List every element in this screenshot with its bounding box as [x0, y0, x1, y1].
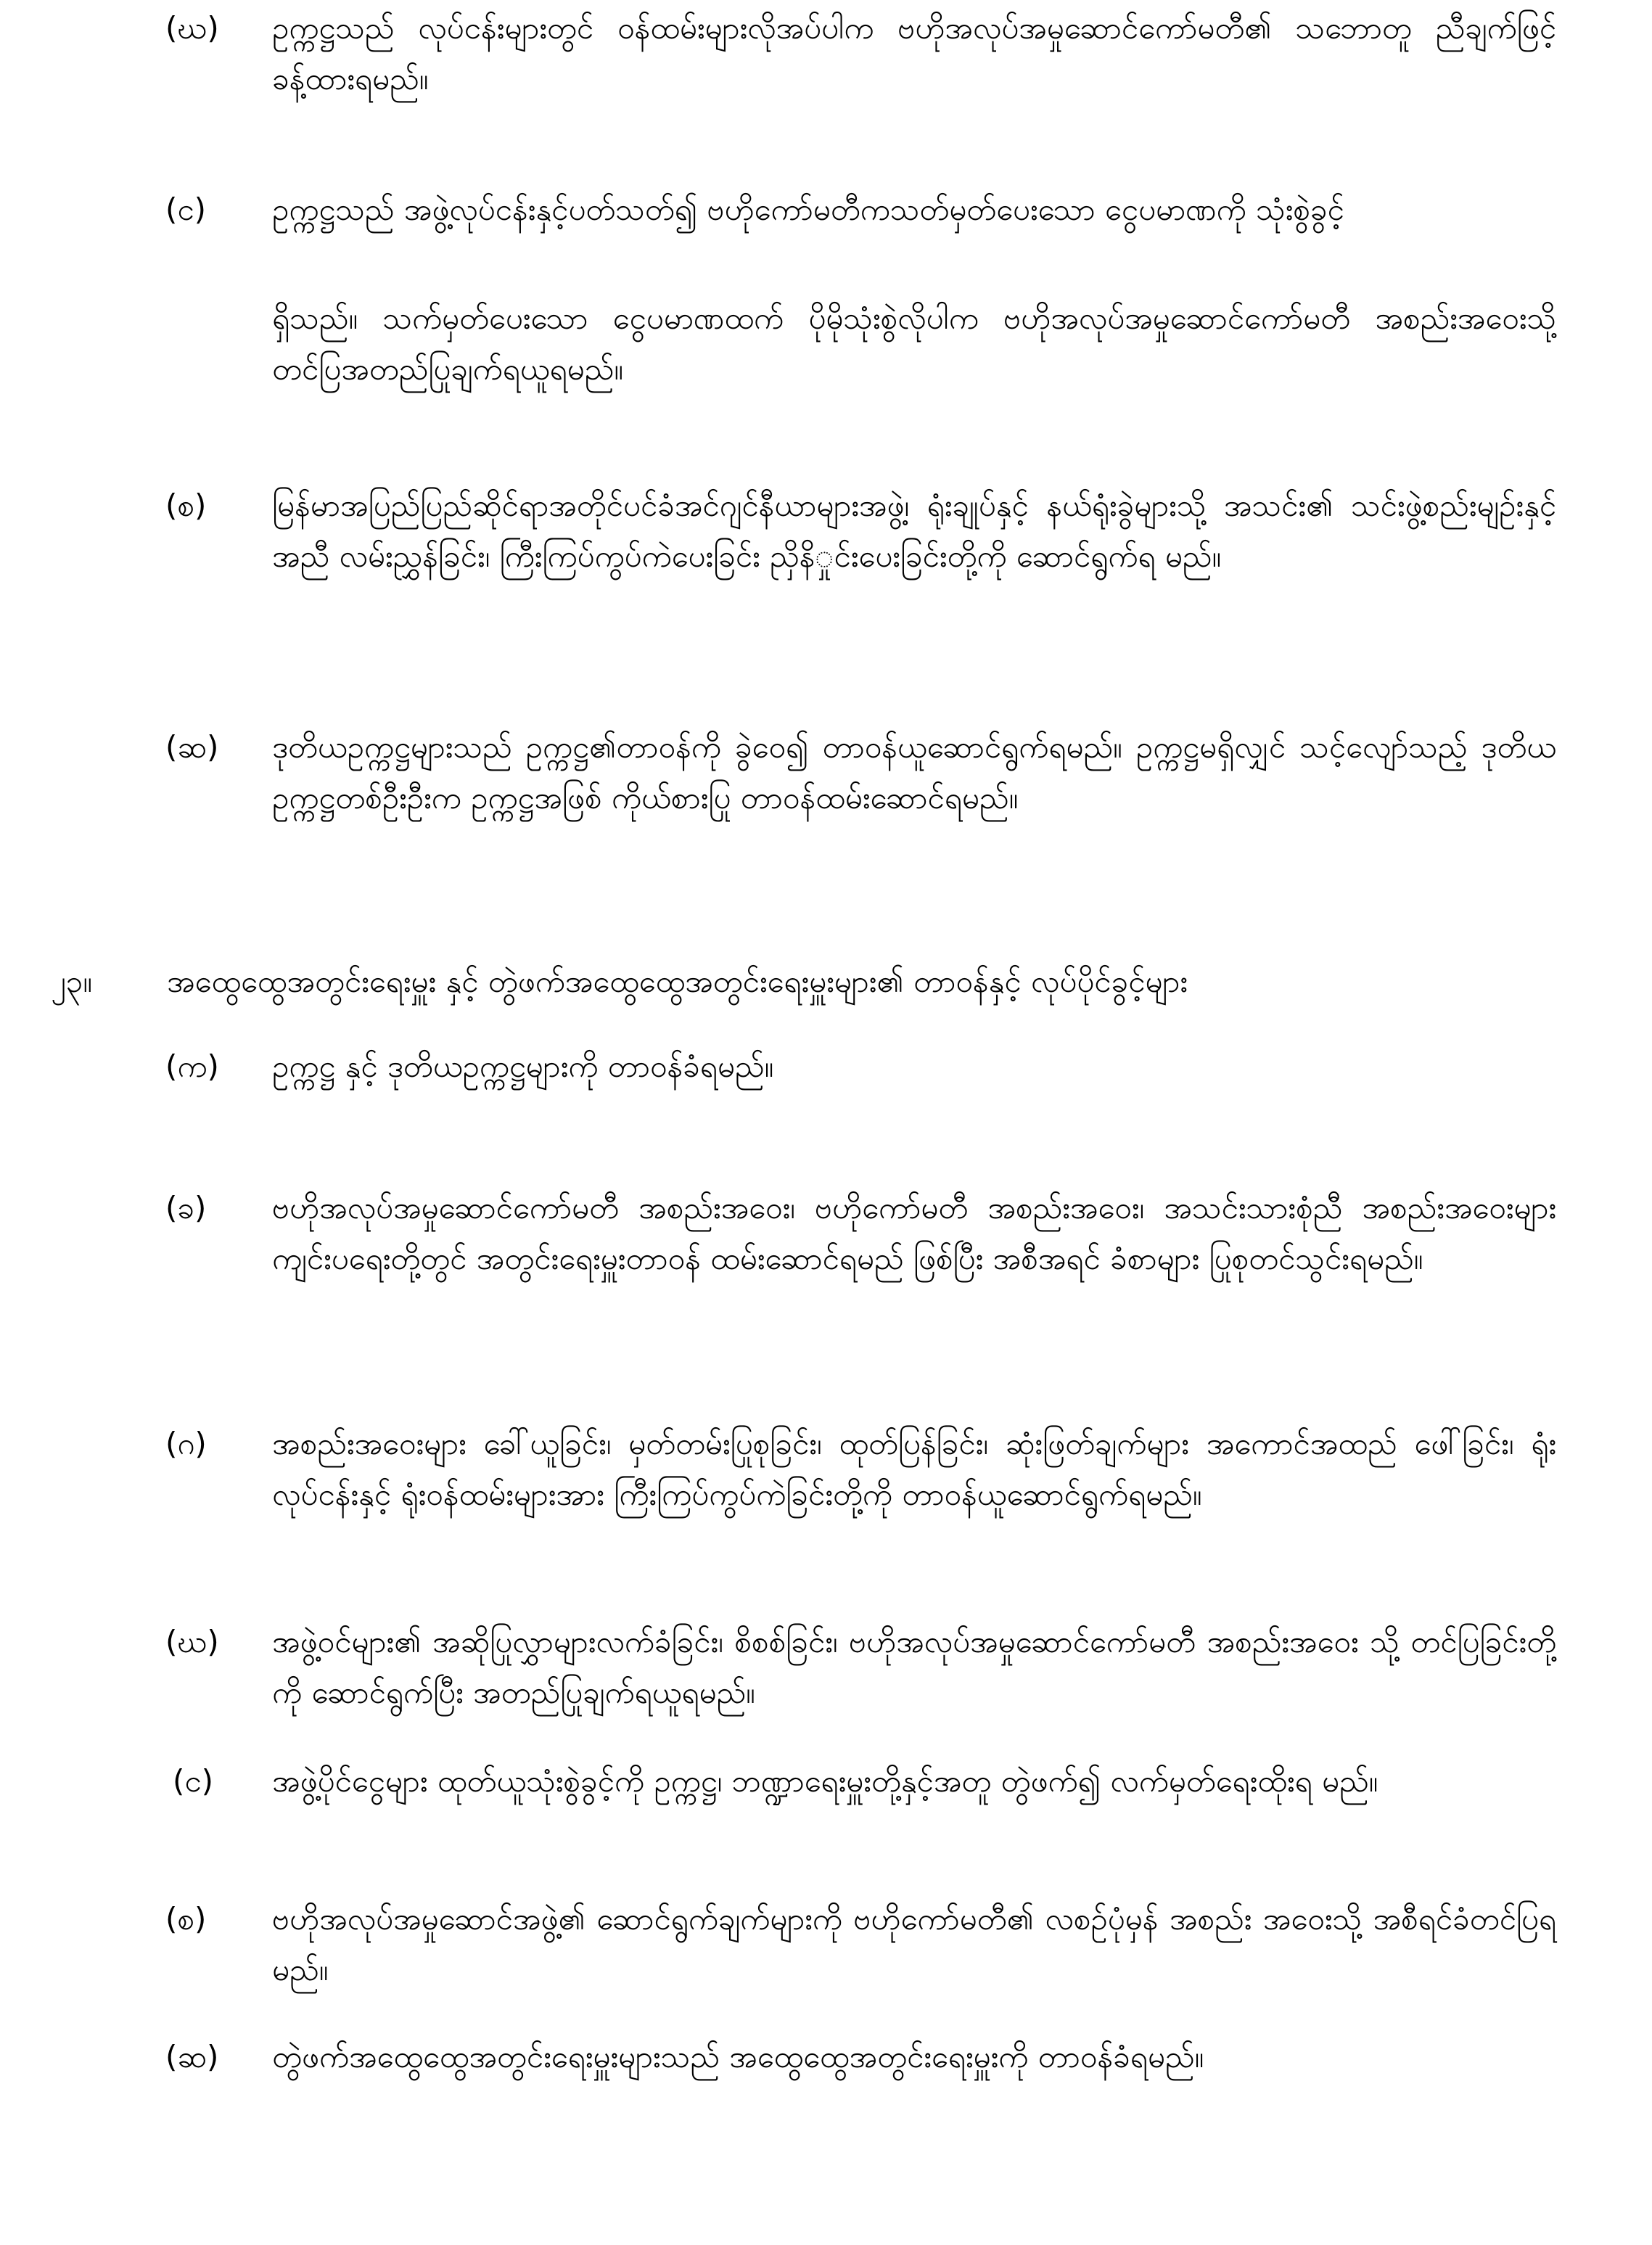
- item-text: ဗဟိုအလုပ်အမှုဆောင်ကော်မတီ အစည်းအဝေး၊ ဗဟိုကော်မတီ အစည်းအဝေး၊ အသင်းသားစုံညီ အစည်းအဝေးများ ကျင်းပရေးတို့တွင် အတွင်းရေးမှူးတာဝန် ထမ်းဆောင်ရမည် ဖြစ်ပြီး အစီအရင် ခံစာများ ပြုစုတင်သွင်းရမည်။: [272, 1190, 1556, 1276]
- item-text: မြန်မာအပြည်ပြည်ဆိုင်ရာအတိုင်ပင်ခံအင်ဂျင်နီယာများအဖွဲ့၊ ရုံးချုပ်နှင့် နယ်ရုံးခွဲများသို့ အသင်း၏ သင်းဖွဲ့စည်းမျဉ်းနှင့်အညီ လမ်းညွှန်ခြင်း၊ ကြီးကြပ်ကွပ်ကဲပေးခြင်း ညှိနိှုင်းပေးခြင်းတို့ကို ဆောင်ရွက်ရ မည်။: [272, 488, 1556, 574]
- item-text-continued: ရှိသည်။ သက်မှတ်ပေးသော ငွေပမာဏထက် ပိုမိုသုံးစွဲလိုပါက ဗဟိုအလုပ်အမှုဆောင်ကော်မတီ အစည်းအဝေးသို့ တင်ပြအတည်ပြုချက်ရယူရမည်။: [272, 300, 1556, 387]
- item-text: အဖွဲ့ဝင်များ၏ အဆိုပြုလွှာများလက်ခံခြင်း၊ စိစစ်ခြင်း၊ ဗဟိုအလုပ်အမှုဆောင်ကော်မတီ အစည်းအဝေး သို့ တင်ပြခြင်းတို့ကို ဆောင်ရွက်ပြီး အတည်ပြုချက်ရယူရမည်။: [272, 1624, 1556, 1710]
- item-text: ဥက္ကဋ္ဌသည် လုပ်ငန်းများတွင် ဝန်ထမ်းများလိုအပ်ပါက ဗဟိုအလုပ်အမှုဆောင်ကော်မတီ၏ သဘောတူ ညီချက်ဖြင့် ခန့်ထားရမည်။: [272, 10, 1556, 97]
- section-title: အထွေထွေအတွင်းရေးမှူး နှင့် တွဲဖက်အထွေထွေအတွင်းရေးမှူးများ၏ တာဝန်နှင့် လုပ်ပိုင်ခွင့်များ: [167, 964, 1188, 999]
- item-label: (ဂ): [165, 1426, 207, 1461]
- item-text: ဗဟိုအလုပ်အမှုဆောင်အဖွဲ့၏ ဆောင်ရွက်ချက်များကို ဗဟိုကော်မတီ၏ လစဉ်ပုံမှန် အစည်း အဝေးသို့ အစီရင်ခံတင်ပြရမည်။: [272, 1901, 1556, 1987]
- item-label: (ဆ): [165, 2039, 219, 2074]
- item-text: ဥက္ကဋ္ဌ နှင့် ဒုတိယဥက္ကဋ္ဌများကို တာဝန်ခံရမည်။: [272, 1048, 774, 1084]
- item-text: အဖွဲ့ပိုင်ငွေများ ထုတ်ယူသုံးစွဲခွင့်ကို ဥက္ကဋ္ဌ၊ ဘဏ္ဍာရေးမှူးတို့နှင့်အတူ တွဲဖက်၍ လက်မှတ်ရေးထိုးရ မည်။: [272, 1763, 1378, 1799]
- item-label: (င): [165, 192, 207, 227]
- item-label: (ဆ): [165, 729, 219, 765]
- item-text: တွဲဖက်အထွေထွေအတွင်းရေးမှူးများသည် အထွေထွေအတွင်းရေးမှူးကို တာဝန်ခံရမည်။: [272, 2039, 1204, 2074]
- item-text: ဥက္ကဋ္ဌသည် အဖွဲ့လုပ်ငန်းနှင့်ပတ်သတ်၍ ဗဟိုကော်မတီကသတ်မှတ်ပေးသော ငွေပမာဏကို သုံးစွဲခွင့်: [272, 192, 1344, 227]
- section-number: ၂၃။: [51, 964, 92, 999]
- item-text: အစည်းအဝေးများ ခေါ်ယူခြင်း၊ မှတ်တမ်းပြုစုခြင်း၊ ထုတ်ပြန်ခြင်း၊ ဆုံးဖြတ်ချက်များ အကောင်အထည် ဖေါ်ခြင်း၊ ရုံးလုပ်ငန်းနှင့် ရုံးဝန်ထမ်းများအား ကြီးကြပ်ကွပ်ကဲခြင်းတို့ကို တာဝန်ယူဆောင်ရွက်ရမည်။: [272, 1426, 1556, 1512]
- item-label: (ခ): [165, 1190, 207, 1226]
- item-text: ဒုတိယဥက္ကဋ္ဌများသည် ဥက္ကဋ္ဌ၏တာဝန်ကို ခွဲဝေ၍ တာဝန်ယူဆောင်ရွက်ရမည်။ ဥက္ကဋ္ဌမရှိလျှင် သင့်လျော်သည့် ဒုတိယဥက္ကဋ္ဌတစ်ဦးဦးက ဥက္ကဋ္ဌအဖြစ် ကိုယ်စားပြု တာဝန်ထမ်းဆောင်ရမည်။: [272, 729, 1556, 816]
- item-label: (က): [165, 1048, 219, 1084]
- item-label: (စ): [165, 1901, 207, 1937]
- item-label: (ဃ): [165, 1624, 219, 1659]
- item-label: (စ): [165, 488, 207, 523]
- item-label: (ဃ): [165, 10, 219, 46]
- item-label: (င): [173, 1763, 214, 1799]
